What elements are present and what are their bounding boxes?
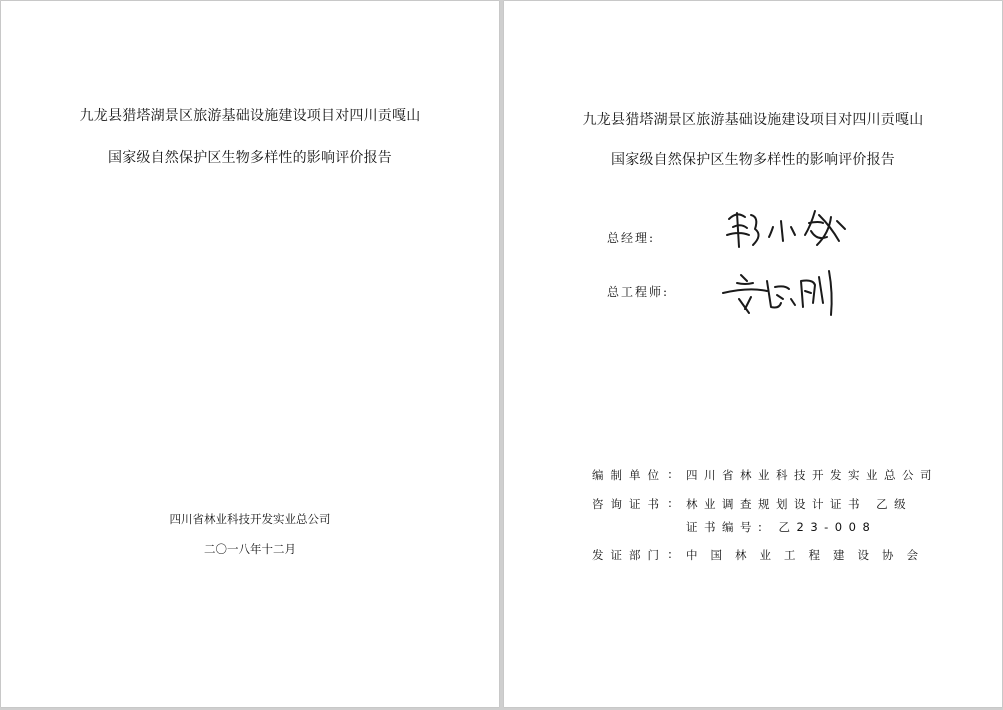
separator: : [668,467,672,481]
report-date: 二〇一八年十二月 [204,542,296,556]
report-title-line-1: 九龙县猎塔湖景区旅游基础设施建设项目对四川贡嘎山 [79,108,421,124]
issuing-department-label: 发证部门 [592,548,666,562]
organization-name: 四川省林业科技开发实业总公司 [169,512,331,526]
compiling-unit-label: 编制单位 [592,468,666,482]
compiling-unit-value: 四川省林业科技开发实业总公司 [686,468,938,482]
general-manager-signature [719,201,854,256]
separator: : [668,496,672,510]
chief-engineer-signature [719,263,844,323]
report-title-line-2: 国家级自然保护区生物多样性的影响评价报告 [611,152,895,168]
certificate-number-value: 证书编号: 乙23-008 [686,520,877,534]
right-page [504,1,1002,707]
certificate-label: 咨询证书 [592,497,666,511]
certificate-value: 林业调查规划设计证书 乙级 [686,497,913,511]
separator: : [668,547,672,561]
report-title-line-1: 九龙县猎塔湖景区旅游基础设施建设项目对四川贡嘎山 [582,112,924,128]
general-manager-label: 总经理: [607,231,656,245]
report-title-line-2: 国家级自然保护区生物多样性的影响评价报告 [108,150,392,166]
chief-engineer-label: 总工程师: [607,285,670,299]
issuing-department-value: 中国林业工程建设协会 [686,548,931,562]
left-page [1,1,499,707]
